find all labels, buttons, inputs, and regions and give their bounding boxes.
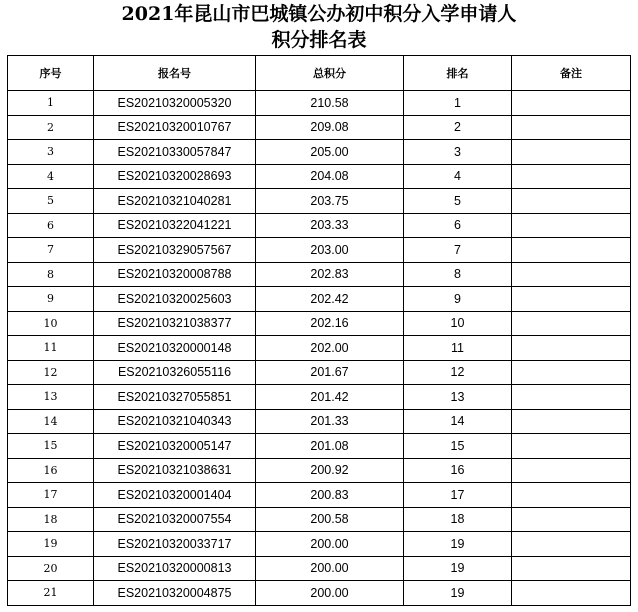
cell-total-score: 205.00 [256,140,404,165]
cell-seq: 15 [8,434,94,459]
cell-total-score: 201.33 [256,409,404,434]
cell-seq: 6 [8,213,94,238]
table-row [8,434,631,459]
table-row [8,385,631,410]
cell-total-score: 203.00 [256,238,404,263]
cell-remarks [512,360,631,385]
cell-total-score: 202.42 [256,287,404,312]
document-title: 2021年昆山市巴城镇公办初中积分入学申请人 [121,3,517,25]
cell-remarks [512,189,631,214]
cell-rank: 1 [404,91,512,116]
table-row [8,140,631,165]
cell-total-score: 200.00 [256,532,404,557]
table-row [8,287,631,312]
cell-rank: 3 [404,140,512,165]
table-row [8,483,631,508]
table-row [8,336,631,361]
cell-application-no: ES20210320033717 [94,532,256,557]
cell-total-score: 201.42 [256,385,404,410]
table-row [8,262,631,287]
cell-application-no: ES20210320000813 [94,556,256,581]
cell-seq: 17 [8,483,94,508]
cell-rank: 19 [404,532,512,557]
table-row [8,213,631,238]
cell-rank: 8 [404,262,512,287]
cell-seq: 11 [8,336,94,361]
cell-rank: 9 [404,287,512,312]
cell-rank: 7 [404,238,512,263]
cell-remarks [512,262,631,287]
cell-application-no: ES20210321040281 [94,189,256,214]
cell-seq: 9 [8,287,94,312]
cell-application-no: ES20210326055116 [94,360,256,385]
cell-application-no: ES20210327055851 [94,385,256,410]
cell-application-no: ES20210320008788 [94,262,256,287]
cell-rank: 12 [404,360,512,385]
cell-rank: 5 [404,189,512,214]
cell-seq: 20 [8,556,94,581]
cell-application-no: ES20210320004875 [94,581,256,606]
cell-remarks [512,483,631,508]
cell-remarks [512,385,631,410]
table-row [8,556,631,581]
cell-application-no: ES20210329057567 [94,238,256,263]
table-row [8,91,631,116]
table-row [8,581,631,606]
cell-application-no: ES20210321038631 [94,458,256,483]
table-row [8,507,631,532]
cell-total-score: 203.75 [256,189,404,214]
cell-rank: 10 [404,311,512,336]
cell-remarks [512,507,631,532]
header-remarks: 备注 [512,56,631,91]
cell-seq: 10 [8,311,94,336]
cell-rank: 2 [404,115,512,140]
cell-remarks [512,434,631,459]
header-application-no: 报名号 [94,56,256,91]
cell-total-score: 204.08 [256,164,404,189]
cell-application-no: ES20210320028693 [94,164,256,189]
table-row [8,189,631,214]
document-subtitle: 积分排名表 [271,29,367,51]
cell-application-no: ES20210330057847 [94,140,256,165]
table-row [8,238,631,263]
cell-total-score: 203.33 [256,213,404,238]
cell-application-no: ES20210320007554 [94,507,256,532]
table-header-row [8,56,631,91]
header-total-score: 总积分 [256,56,404,91]
cell-rank: 17 [404,483,512,508]
table-row [8,311,631,336]
cell-seq: 5 [8,189,94,214]
table-row [8,360,631,385]
cell-total-score: 209.08 [256,115,404,140]
cell-remarks [512,458,631,483]
cell-seq: 4 [8,164,94,189]
cell-remarks [512,336,631,361]
cell-remarks [512,115,631,140]
cell-rank: 13 [404,385,512,410]
table-body [8,91,631,606]
cell-seq: 18 [8,507,94,532]
cell-remarks [512,213,631,238]
cell-total-score: 200.00 [256,556,404,581]
table-row [8,458,631,483]
cell-application-no: ES20210321038377 [94,311,256,336]
cell-remarks [512,287,631,312]
table-row [8,532,631,557]
cell-seq: 19 [8,532,94,557]
cell-seq: 14 [8,409,94,434]
header-seq: 序号 [8,56,94,91]
cell-rank: 11 [404,336,512,361]
cell-rank: 16 [404,458,512,483]
cell-total-score: 210.58 [256,91,404,116]
cell-seq: 21 [8,581,94,606]
cell-seq: 2 [8,115,94,140]
header-rank: 排名 [404,56,512,91]
cell-rank: 19 [404,556,512,581]
cell-total-score: 200.83 [256,483,404,508]
cell-seq: 1 [8,91,94,116]
cell-total-score: 201.67 [256,360,404,385]
cell-total-score: 202.83 [256,262,404,287]
cell-rank: 14 [404,409,512,434]
ranking-table [7,55,631,606]
cell-seq: 12 [8,360,94,385]
cell-seq: 3 [8,140,94,165]
cell-remarks [512,91,631,116]
cell-seq: 13 [8,385,94,410]
cell-application-no: ES20210320025603 [94,287,256,312]
cell-remarks [512,409,631,434]
cell-remarks [512,238,631,263]
cell-application-no: ES20210320005147 [94,434,256,459]
cell-seq: 7 [8,238,94,263]
table-row [8,115,631,140]
cell-total-score: 200.58 [256,507,404,532]
cell-remarks [512,164,631,189]
cell-rank: 4 [404,164,512,189]
cell-rank: 19 [404,581,512,606]
table-row [8,409,631,434]
cell-application-no: ES20210320005320 [94,91,256,116]
cell-rank: 6 [404,213,512,238]
cell-seq: 8 [8,262,94,287]
cell-remarks [512,140,631,165]
cell-remarks [512,556,631,581]
cell-total-score: 200.92 [256,458,404,483]
cell-application-no: ES20210320010767 [94,115,256,140]
cell-rank: 18 [404,507,512,532]
cell-seq: 16 [8,458,94,483]
cell-remarks [512,532,631,557]
cell-total-score: 202.00 [256,336,404,361]
cell-total-score: 202.16 [256,311,404,336]
cell-application-no: ES20210320000148 [94,336,256,361]
cell-application-no: ES20210320001404 [94,483,256,508]
table-row [8,164,631,189]
cell-total-score: 200.00 [256,581,404,606]
cell-application-no: ES20210322041221 [94,213,256,238]
cell-remarks [512,581,631,606]
cell-total-score: 201.08 [256,434,404,459]
cell-remarks [512,311,631,336]
cell-application-no: ES20210321040343 [94,409,256,434]
cell-rank: 15 [404,434,512,459]
